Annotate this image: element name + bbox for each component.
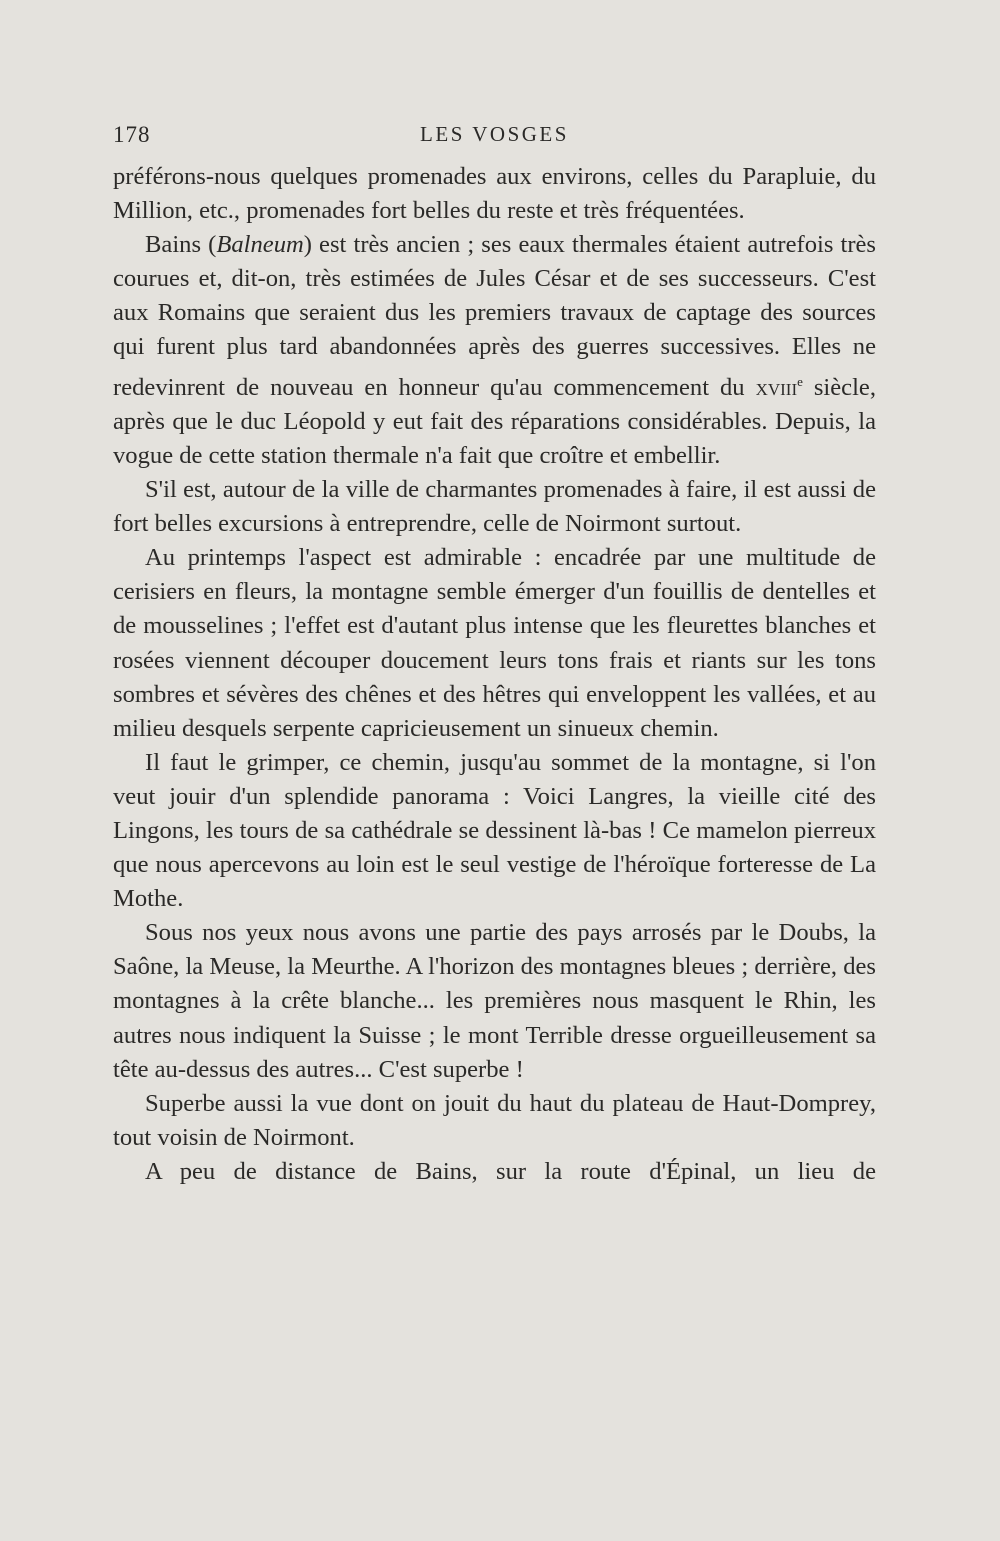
paragraph: Il faut le grimper, ce chemin, jusqu'au sommet de la montagne, si l'on veut jouir d'un splendide panorama : Voici Langres, la vieille cité des Lingons, les tours de sa cathédrale se dessinent là-bas ! Ce mamelon pierreux que nous apercevons au loin est le seul vestige de l'héroïque forteresse de La Mothe. [113,748,876,913]
page-header [113,122,876,156]
paragraph: Superbe aussi la vue dont on jouit du haut du plateau de Haut-Domprey, tout voisin de Noirmont. [113,1089,876,1151]
paragraph: A peu de distance de Bains, sur la route d'Épinal, un lieu de [145,1157,876,1185]
paragraph-text: Bains ( [145,231,217,259]
body-text [113,160,876,1189]
paragraph: S'il est, autour de la ville de charmantes promenades à faire, il est aussi de fort belles excursions à entreprendre, celle de Noirmont surtout. [113,476,876,538]
paragraph-text: ) est très ancien ; ses eaux thermales étaient autrefois très courues et, dit-on, très estimées de Jules César et de ses successeurs. C'est aux Romains que seraient dus les premiers travaux de captage des sources qui furent plus tard abandonnées après des guerres successives. Elles ne redevinrent de nouveau en honneur qu'au commencement du [113,231,877,401]
century-superscript: e [797,373,803,389]
running-title: LES VOSGES [420,122,569,146]
paragraph: préférons-nous quelques promenades aux environs, celles du Parapluie, du Million, etc., promenades fort belles du reste et très fréquentées. [113,163,876,225]
paragraph [113,228,876,473]
paragraph: Au printemps l'aspect est admirable : encadrée par une multitude de cerisiers en fleurs, la montagne semble émerger d'un fouillis de dentelles et de mousselines ; l'effet est d'autant plus intense que les fleurettes blanches et rosées viennent découper doucement leurs tons frais et riants sur les tons sombres et sévères des chênes et des hêtres qui enveloppent les vallées, et au milieu desquels serpente capricieusement un sinueux chemin. [113,544,876,742]
century-numeral: xviii [755,373,798,401]
page-number: 178 [113,122,151,147]
paragraph-text: siècle, après que le duc Léopold y eut fait des réparations considérables. Depuis, la vogue de cette station thermale n'a fait que croître et embellir. [113,373,876,469]
italic-latin-name: Balneum [216,231,304,259]
paragraph: Sous nos yeux nous avons une partie des pays arrosés par le Doubs, la Saône, la Meuse, la Meurthe. A l'horizon des montagnes bleues ; derrière, des montagnes à la crête blanche... les premières nous masquent le Rhin, les autres nous indiquent la Suisse ; le mont Terrible dresse orgueilleusement sa tête au-dessus des autres... C'est superbe ! [113,919,876,1083]
